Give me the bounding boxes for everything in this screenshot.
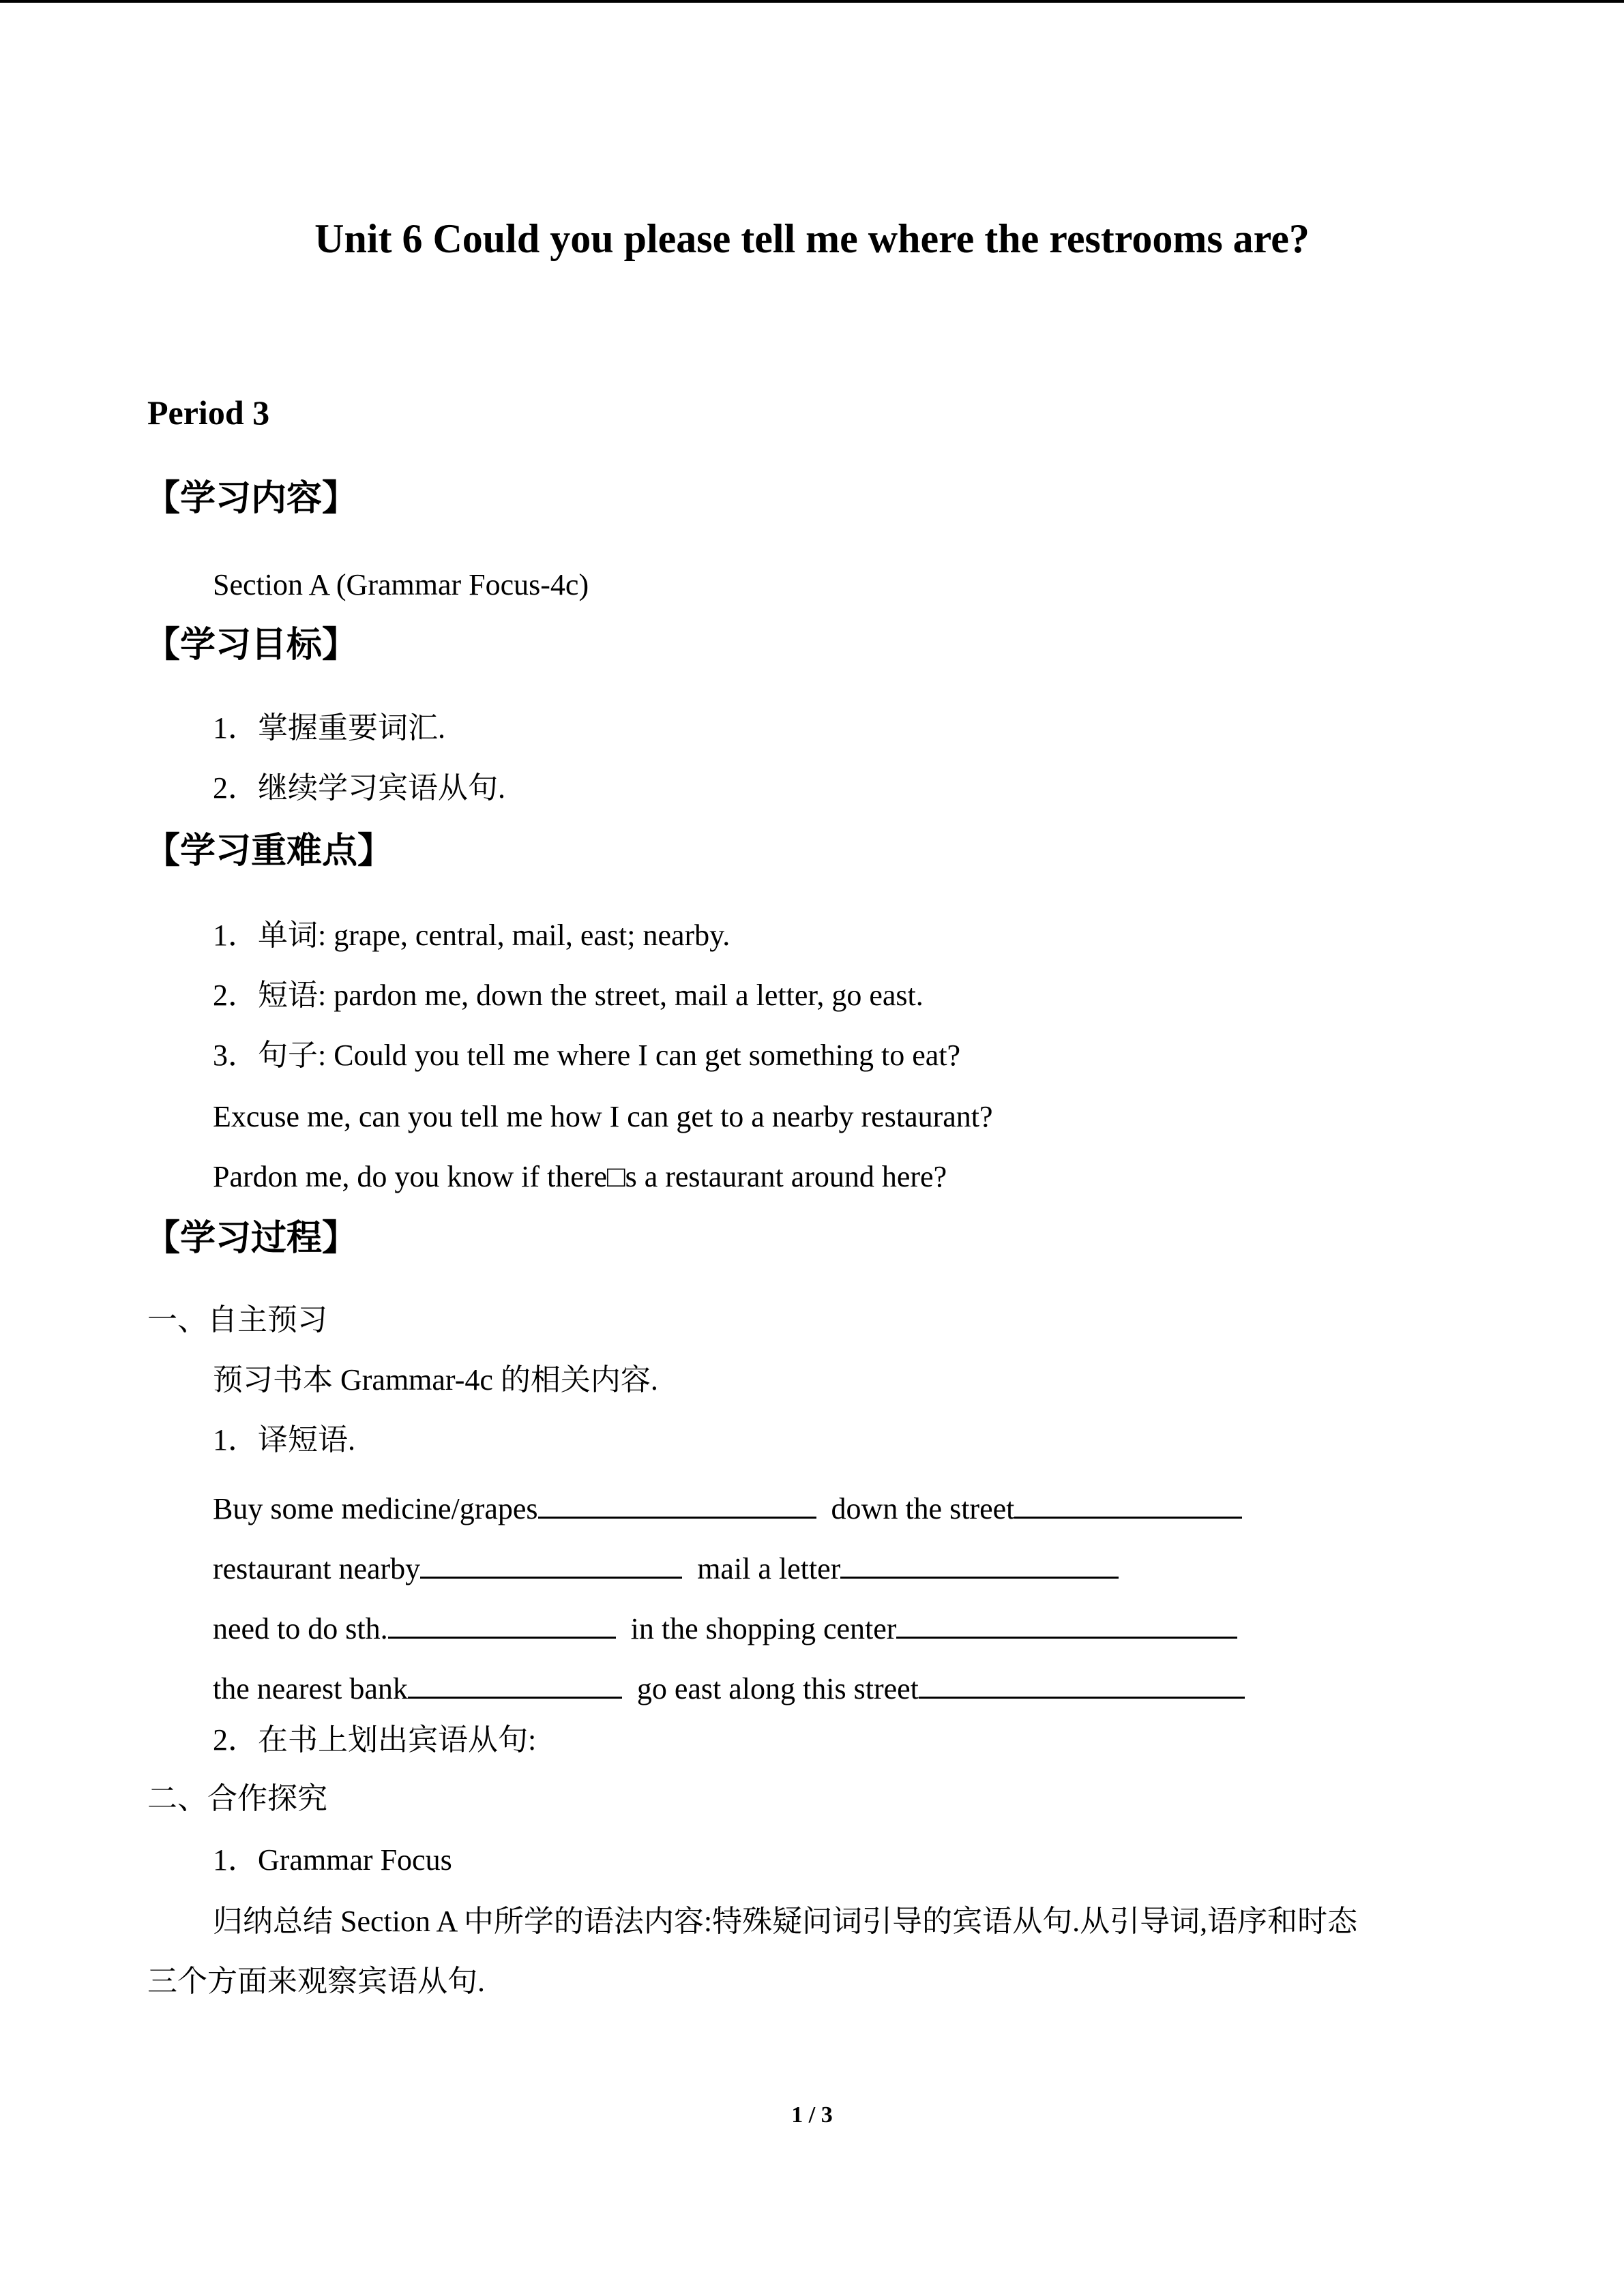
answer-blank[interactable]	[896, 1609, 1237, 1639]
answer-blank[interactable]	[919, 1669, 1245, 1699]
part-two-heading: 二、合作探究	[147, 1782, 327, 1815]
phrase-prompt: the nearest bank	[213, 1672, 408, 1705]
answer-blank[interactable]	[408, 1669, 622, 1699]
key-point-sentence: Pardon me, do you know if there□s a restaurant around here?	[213, 1160, 947, 1193]
answer-blank[interactable]	[538, 1489, 816, 1519]
summary-paragraph-line: 三个方面来观察宾语从句.	[147, 1965, 485, 1998]
answer-blank[interactable]	[388, 1609, 616, 1639]
key-point-item: 1．单词: grape, central, mail, east; nearby.	[213, 919, 730, 952]
answer-blank[interactable]	[420, 1549, 682, 1579]
grammar-focus-item: 1．Grammar Focus	[213, 1843, 452, 1877]
phrase-row	[213, 1549, 1119, 1584]
phrase-prompt: need to do sth.	[213, 1612, 388, 1645]
task-translate-phrases: 1．译短语.	[213, 1423, 355, 1457]
goal-item: 1．掌握重要词汇.	[213, 711, 445, 745]
period-heading: Period 3	[147, 393, 270, 432]
part-one-heading: 一、自主预习	[147, 1303, 327, 1337]
goal-item: 2．继续学习宾语从句.	[213, 771, 505, 805]
phrase-prompt: in the shopping center	[630, 1612, 897, 1645]
phrase-row	[213, 1669, 1245, 1704]
content-line: Section A (Grammar Focus-4c)	[213, 568, 589, 601]
preview-intro: 预习书本 Grammar-4c 的相关内容.	[213, 1363, 658, 1397]
phrase-prompt: restaurant nearby	[213, 1552, 421, 1585]
phrase-prompt: mail a letter	[697, 1552, 841, 1585]
document-title: Unit 6 Could you please tell me where the restrooms are?	[314, 216, 1310, 261]
section-heading-process: 【学习过程】	[145, 1218, 358, 1259]
task-underline-clauses: 2．在书上划出宾语从句:	[213, 1723, 537, 1757]
key-point-sentence: Excuse me, can you tell me how I can get to a nearby restaurant?	[213, 1100, 993, 1133]
key-point-item: 3．句子: Could you tell me where I can get something to eat?	[213, 1039, 961, 1072]
phrase-row	[213, 1609, 1237, 1644]
answer-blank[interactable]	[1014, 1489, 1242, 1519]
top-border-line	[0, 0, 1624, 3]
answer-blank[interactable]	[840, 1549, 1119, 1579]
section-heading-key-points: 【学习重难点】	[145, 831, 394, 871]
key-point-item: 2．短语: pardon me, down the street, mail a letter, go east.	[213, 979, 924, 1012]
summary-paragraph-line: 归纳总结 Section A 中所学的语法内容:特殊疑问词引导的宾语从句.从引导词,语序和时态	[213, 1905, 1358, 1938]
phrase-prompt: go east along this street	[636, 1672, 919, 1705]
section-heading-goals: 【学习目标】	[145, 625, 358, 666]
phrase-prompt: down the street	[831, 1492, 1015, 1525]
page-number: 1 / 3	[791, 2102, 833, 2128]
phrase-prompt: Buy some medicine/grapes	[213, 1492, 538, 1525]
phrase-row	[213, 1489, 1242, 1524]
section-heading-content: 【学习内容】	[145, 478, 358, 519]
